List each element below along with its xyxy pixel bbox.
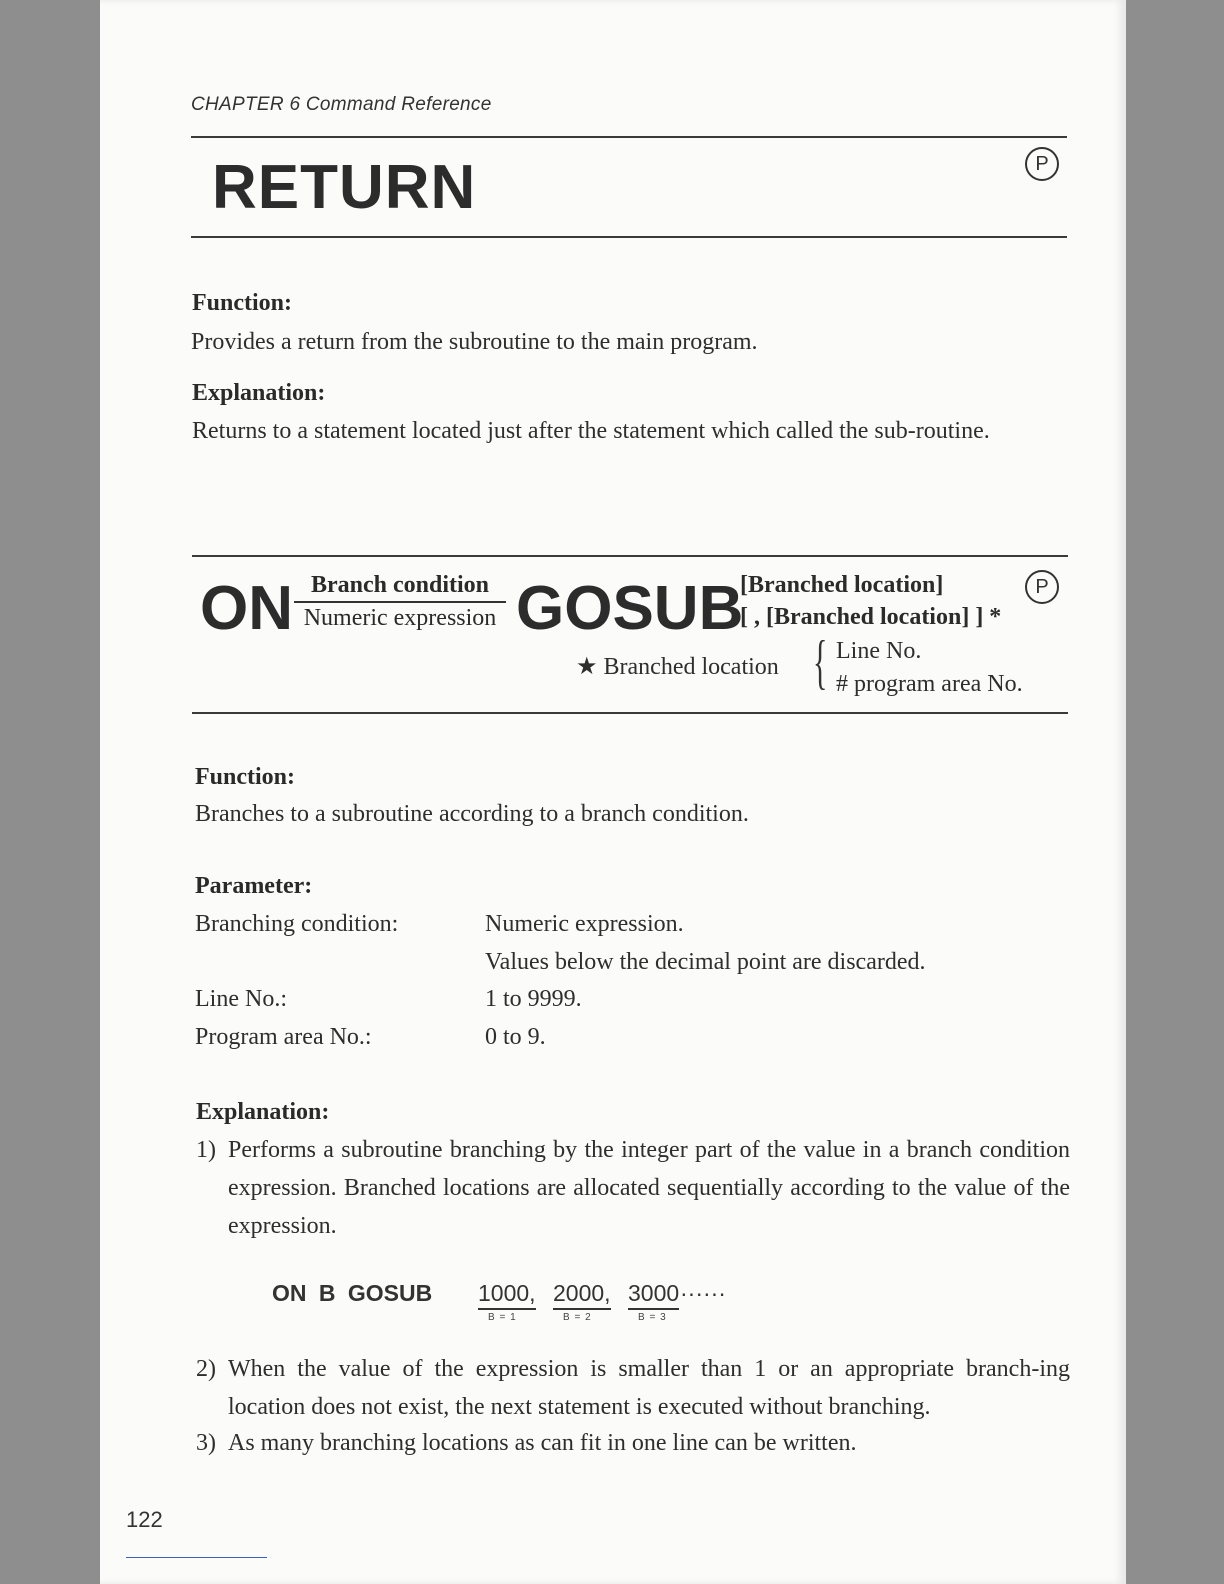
note-option-area: # program area No. [836, 671, 1023, 697]
page-number: 122 [126, 1507, 163, 1532]
keyword-gosub: GOSUB [516, 574, 744, 643]
parameter-heading: Parameter: [195, 873, 313, 899]
branched-location-syntax: [Branched location] [740, 572, 944, 598]
command-title-return: RETURN [212, 153, 477, 222]
list-item-text: Performs a subroutine branching by the integer part of the value in a branch condition expression. Branched locations are allocated sequentially according to the value of the expression. [228, 1137, 1070, 1239]
rule [192, 555, 1068, 557]
example-target: 3000 [628, 1280, 679, 1310]
parameter-name: Program area No.: [195, 1024, 372, 1050]
keyword-on: ON [200, 574, 293, 643]
list-item-number: 3) [196, 1430, 216, 1456]
parameter-name: Branching condition: [195, 911, 399, 937]
list-item-text: When the value of the expression is smaller than 1 or an appropriate branch-ing location does not exist, the next statement is executed without branching. [228, 1356, 1070, 1420]
function-heading: Function: [192, 290, 293, 316]
branch-condition-label: Branch condition [294, 572, 506, 603]
parameter-value: 1 to 9999. [485, 986, 582, 1012]
function-text: Provides a return from the subroutine to the main program. [191, 329, 758, 355]
brace-icon: { [813, 629, 828, 695]
list-item-number: 2) [196, 1356, 216, 1382]
footer-rule [126, 1557, 267, 1558]
parameter-value: Numeric expression. [485, 911, 684, 937]
example-target: 2000, [553, 1280, 611, 1310]
parameter-value: Values below the decimal point are discarded. [485, 949, 926, 975]
example-target: 1000, [478, 1280, 536, 1310]
example-ellipsis: ······ [680, 1280, 726, 1306]
example-subscript: B = 3 [638, 1312, 667, 1323]
list-item-number: 1) [196, 1137, 216, 1163]
example-code: ON B GOSUB [272, 1280, 433, 1306]
rule [192, 712, 1068, 714]
function-heading: Function: [195, 764, 296, 790]
example-subscript: B = 2 [563, 1312, 592, 1323]
rule [191, 236, 1067, 238]
note-option-line: Line No. [836, 638, 922, 664]
parameter-value: 0 to 9. [485, 1024, 546, 1050]
branch-condition-expression: Numeric expression [303, 605, 497, 631]
list-item-text: As many branching locations as can fit in one line can be written. [228, 1430, 857, 1456]
program-mode-badge: P [1025, 147, 1059, 181]
parameter-name: Line No.: [195, 986, 287, 1012]
chapter-header: CHAPTER 6 Command Reference [191, 94, 492, 115]
branch-condition-fraction [294, 572, 506, 632]
explanation-heading: Explanation: [192, 380, 326, 406]
branched-location-note: ★ Branched location [576, 654, 779, 680]
explanation-text: Returns to a statement located just after the statement which called the sub-routine. [192, 418, 990, 444]
explanation-heading: Explanation: [196, 1099, 330, 1125]
rule [191, 136, 1067, 138]
branched-location-repeat-syntax: [ , [Branched location] ] * [740, 604, 1002, 630]
function-text: Branches to a subroutine according to a branch condition. [195, 801, 749, 827]
example-subscript: B = 1 [488, 1312, 517, 1323]
program-mode-badge: P [1025, 570, 1059, 604]
